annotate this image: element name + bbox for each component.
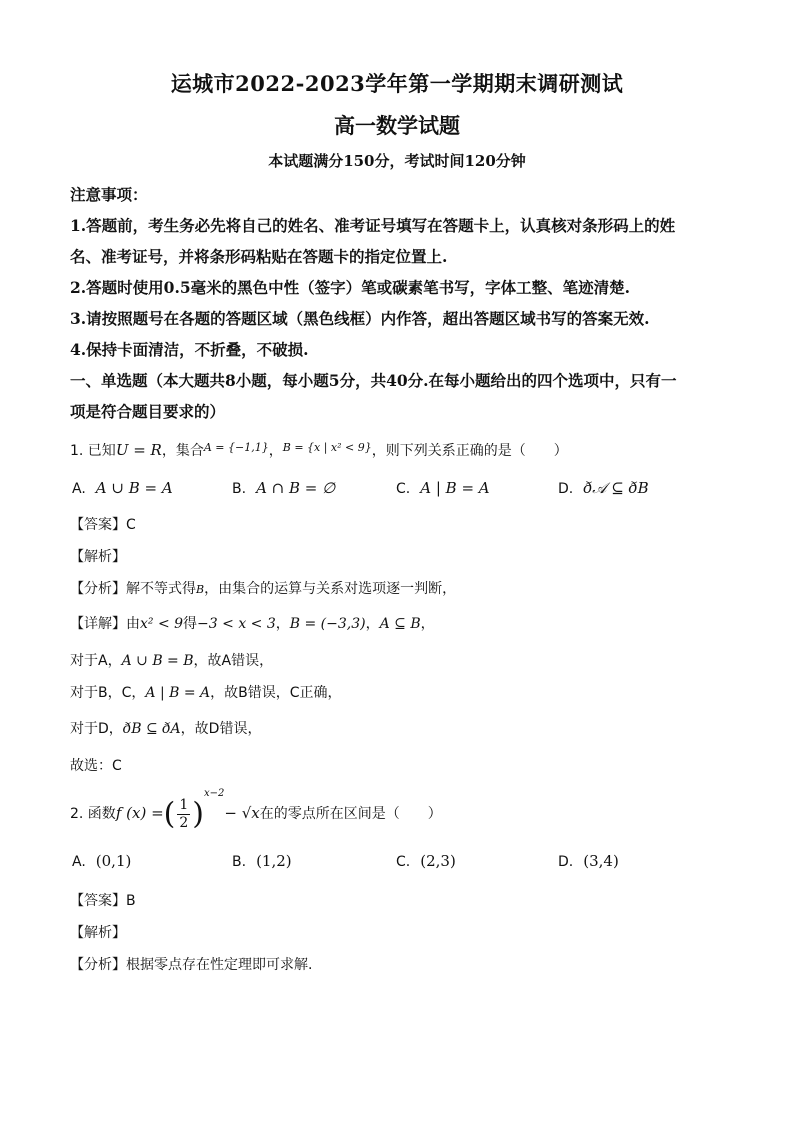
left-paren-glyph: ( [163, 796, 176, 832]
option-letter: D. [558, 854, 574, 870]
answer-value: C [126, 517, 136, 533]
question-2-stem [70, 788, 730, 838]
q2-suffix: 在的零点所在区间是（ ） [259, 806, 442, 822]
line-a-suffix: ，故A错误， [193, 653, 274, 669]
answer-tag: 【答案】 [70, 517, 126, 533]
fraction-denominator: 2 [179, 814, 189, 831]
q1-option-a [72, 479, 173, 497]
note-item-2: 2.答题时使用0.5毫米的黑色中性（签字）笔或碳素笔书写，字体工整、笔迹清楚. [70, 278, 631, 297]
fenxi-text-2: ，由集合的运算与关系对选项逐一判断， [204, 581, 457, 597]
q2-option-a [72, 852, 131, 870]
option-expression: (1,2) [256, 852, 292, 870]
q1-fenxi [70, 578, 730, 598]
section-heading-line-2: 项是符合题目要求的） [70, 402, 226, 421]
note-item-1-line-1: 1.答题前，考生务必先将自己的姓名、准考证号填写在答题卡上，认真核对条形码上的姓 [70, 216, 676, 235]
q1-prefix: 1. 已知 [70, 443, 116, 459]
option-letter: B. [232, 481, 247, 497]
note-item-4: 4.保持卡面清洁，不折叠，不破损. [70, 340, 309, 359]
line-d-suffix: ，故D错误， [180, 721, 262, 737]
line-b-suffix: ，故B错误，C正确， [210, 685, 342, 701]
q1-line-a [70, 650, 730, 670]
q2-prefix: 2. 函数 [70, 806, 116, 822]
q1-line-b [70, 682, 730, 702]
option-letter: D. [558, 481, 574, 497]
answer-tag: 【答案】 [70, 893, 126, 909]
q2-option-c [396, 852, 456, 870]
q1-separator: ， [268, 443, 283, 459]
q1-answer [70, 514, 730, 534]
line-d-prefix: 对于D， [70, 721, 123, 737]
q2-option-b [232, 852, 292, 870]
q1-detail [70, 613, 730, 633]
detail-text-2: 得 [183, 616, 198, 632]
line-a-expression: A ∪ B = B [121, 653, 194, 669]
q1-analysis-tag: 【解析】 [70, 549, 126, 565]
detail-comma: ， [275, 616, 290, 632]
detail-tag: 【详解】 [70, 616, 126, 632]
q2-function-lhs: f (x) = [115, 804, 164, 822]
q1-line-d [70, 718, 730, 738]
q1-set-b: B = {x | x² < 9} [282, 441, 372, 454]
option-letter: B. [232, 854, 247, 870]
answer-value: B [126, 893, 136, 909]
notes-heading: 注意事项： [70, 185, 148, 204]
option-expression: A | B = A [420, 479, 490, 497]
option-expression: (3,4) [583, 852, 619, 870]
detail-comma-3: ， [420, 616, 435, 632]
fenxi-tag: 【分析】 [70, 957, 126, 973]
q2-fenxi [70, 954, 730, 974]
fenxi-tag: 【分析】 [70, 581, 126, 597]
line-a-prefix: 对于A， [70, 653, 122, 669]
option-expression: (2,3) [420, 852, 456, 870]
detail-range: −3 < x < 3 [197, 616, 276, 632]
q1-set-a: A = {−1,1} [203, 441, 269, 454]
detail-comma-2: ， [365, 616, 380, 632]
line-b-expression: A | B = A [145, 685, 211, 701]
q2-exponent: x−2 [204, 788, 225, 799]
q1-option-d [558, 479, 649, 497]
option-expression: A ∪ B = A [95, 479, 173, 497]
detail-text: 由 [126, 616, 140, 632]
q1-suffix: ，则下列关系正确的是（ ） [371, 443, 568, 459]
option-expression: (0,1) [95, 852, 132, 870]
right-paren-glyph: ) [192, 796, 204, 832]
option-letter: A. [72, 481, 86, 497]
fenxi-text: 根据零点存在性定理即可求解. [126, 957, 313, 973]
line-b-prefix: 对于B，C， [70, 685, 146, 701]
q2-answer [70, 890, 730, 910]
detail-subset: A ⊆ B [379, 616, 421, 632]
q1-conclusion: 故选：C [70, 758, 122, 774]
q2-option-d [558, 852, 619, 870]
option-letter: C. [396, 481, 411, 497]
q2-fraction [177, 797, 190, 832]
question-1-stem [70, 440, 730, 460]
option-letter: C. [396, 854, 411, 870]
exam-subtitle: 高一数学试题 [334, 113, 460, 138]
q2-analysis-tag: 【解析】 [70, 925, 126, 941]
fraction-numerator: 1 [179, 796, 189, 813]
note-item-3: 3.请按照题号在各题的答题区域（黑色线框）内作答，超出答题区域书写的答案无效. [70, 309, 650, 328]
detail-inequality: x² < 9 [140, 616, 184, 632]
q1-option-b [232, 479, 335, 497]
fenxi-text: 解不等式得 [126, 581, 196, 597]
q1-mid-text: ，集合 [161, 443, 204, 459]
section-heading-line-1: 一、单选题（本大题共8小题，每小题5分，共40分.在每小题给出的四个选项中，只有一 [70, 371, 677, 390]
fenxi-set-b: B [196, 583, 205, 596]
line-d-expression: ðB ⊆ ðA [122, 721, 181, 737]
exam-info: 本试题满分150分，考试时间120分钟 [268, 152, 526, 170]
q1-universal-set: U = R [115, 441, 162, 459]
detail-set-b: B = (−3,3) [289, 616, 366, 632]
q1-option-c [396, 479, 490, 497]
option-letter: A. [72, 854, 86, 870]
option-expression: ð𝒜 ⊆ ðB [583, 479, 649, 497]
option-expression: A ∩ B = ∅ [256, 479, 336, 497]
exam-title: 运城市2022-2023学年第一学期期末调研测试 [170, 71, 624, 96]
q2-sqrt-term: − √x [224, 804, 260, 822]
note-item-1-line-2: 名、准考证号，并将条形码粘贴在答题卡的指定位置上. [70, 247, 448, 266]
